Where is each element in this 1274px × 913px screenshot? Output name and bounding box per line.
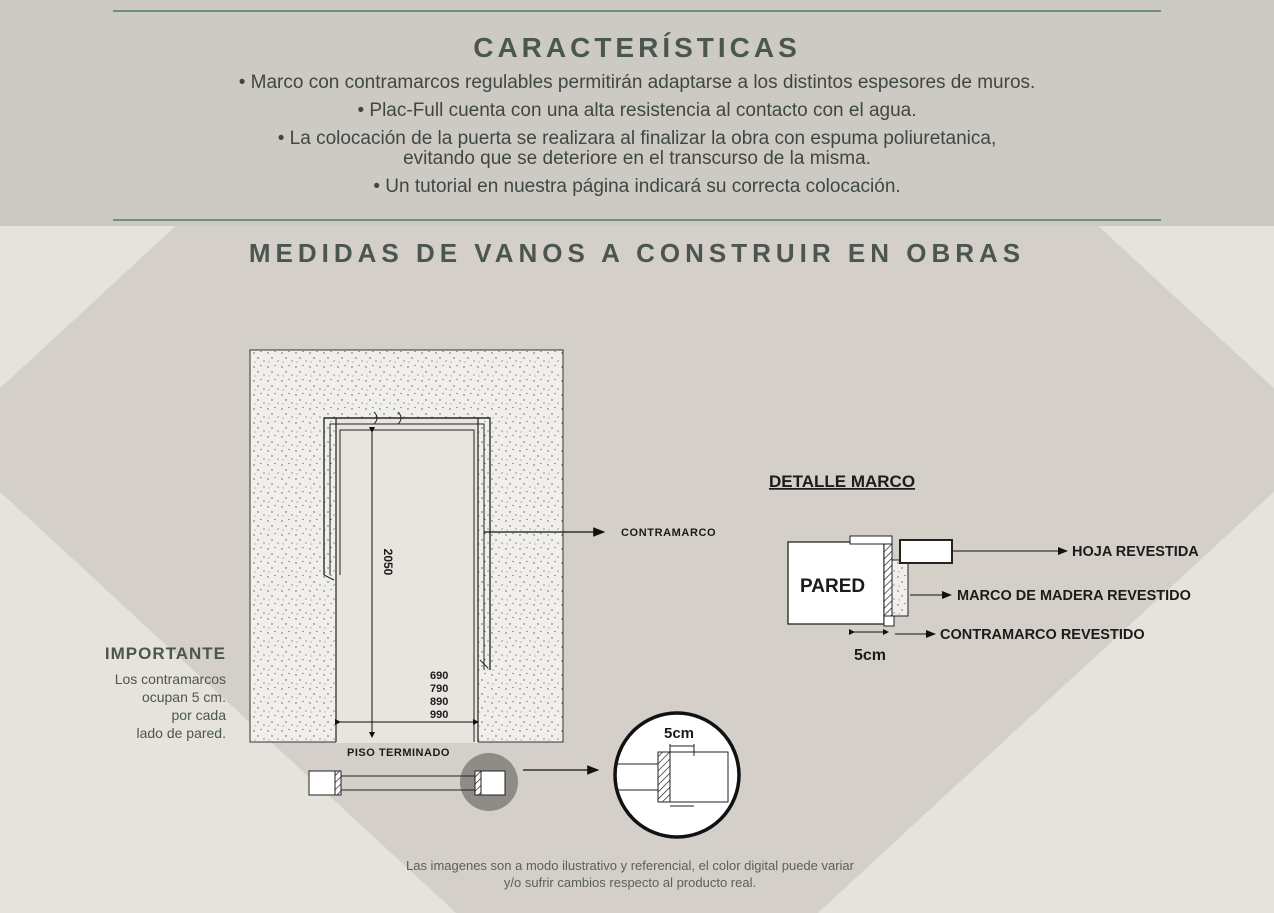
disclaimer-line: y/o sufrir cambios respecto al producto real.	[503, 875, 757, 890]
disclaimer-line: Las imagenes son a modo ilustrativo y referencial, el color digital puede variar	[405, 858, 854, 873]
measures-title: MEDIDAS DE VANOS A CONSTRUIR EN OBRAS	[248, 238, 1026, 268]
bullet-item: • Un tutorial en nuestra página indicará su correcta colocación.	[373, 176, 901, 197]
frame-detail-title: DETALLE MARCO	[769, 472, 916, 491]
zoom-dimension-label: 5cm	[663, 725, 695, 742]
width-label: 990	[430, 709, 449, 721]
zoom-detail	[615, 713, 739, 837]
important-line: lado de pared.	[136, 725, 226, 741]
contramarco-label: CONTRAMARCO	[621, 527, 717, 539]
important-note	[115, 670, 226, 742]
important-heading: IMPORTANTE	[104, 644, 226, 663]
callout-hoja-revestida: HOJA REVESTIDA	[1072, 544, 1199, 560]
characteristics-title: CARACTERÍSTICAS	[473, 32, 801, 63]
bullet-item: • La colocación de la puerta se realizara al finalizar la obra con espuma poliuretanica,	[277, 128, 997, 149]
wall-label: PARED	[800, 576, 866, 597]
disclaimer	[330, 857, 930, 891]
floor-label: PISO TERMINADO	[347, 747, 450, 759]
height-dimension-label: 2050	[381, 548, 395, 576]
important-line: ocupan 5 cm.	[141, 689, 226, 705]
frame-detail	[769, 472, 1199, 664]
plan-view	[309, 753, 518, 811]
wall-elevation	[250, 350, 563, 743]
bullet-item-continuation: evitando que se deteriore en el transcurso de la misma.	[403, 148, 871, 169]
width-label: 690	[430, 670, 449, 682]
callout-marco-madera: MARCO DE MADERA REVESTIDO	[957, 588, 1191, 604]
frame-dimension-label: 5cm	[853, 647, 887, 664]
width-label: 790	[430, 683, 449, 695]
bullet-item: • Plac-Full cuenta con una alta resistencia al contacto con el agua.	[357, 100, 917, 121]
callout-contramarco: CONTRAMARCO REVESTIDO	[940, 627, 1145, 643]
important-line: Los contramarcos	[114, 671, 226, 687]
important-line: por cada	[171, 707, 226, 723]
bullet-item: • Marco con contramarcos regulables permitirán adaptarse a los distintos espesores de muros.	[238, 72, 1036, 93]
width-label: 890	[430, 696, 449, 708]
